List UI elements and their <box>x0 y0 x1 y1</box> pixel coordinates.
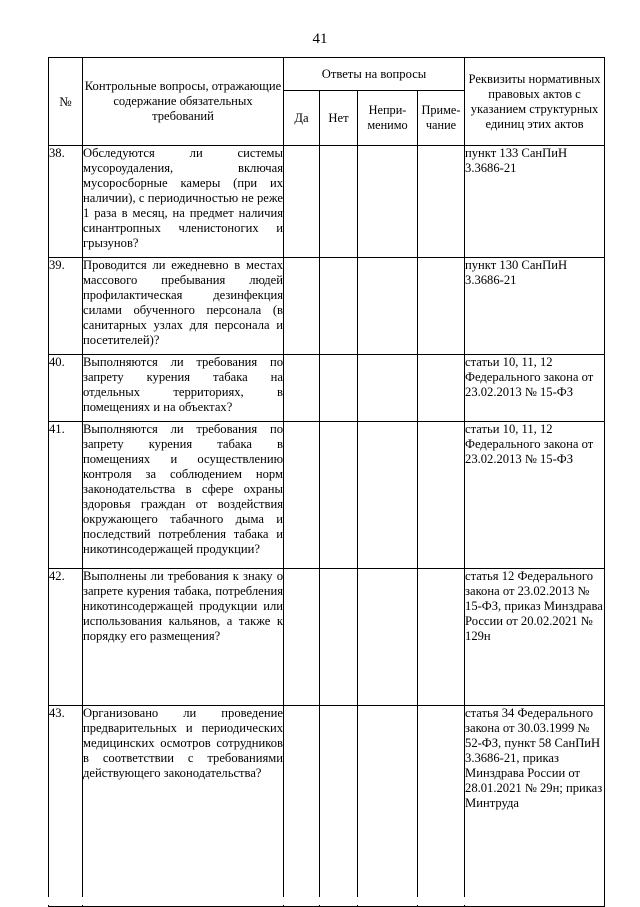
answer-no-cell[interactable] <box>320 258 358 355</box>
table-row <box>49 258 605 355</box>
header-answers: Ответы на вопросы <box>284 58 465 91</box>
header-note: Приме- чание <box>418 91 465 146</box>
row-requisites: пункт 130 СанПиН 3.3686-21 <box>465 258 605 355</box>
header-no: Нет <box>320 91 358 146</box>
answer-no-cell[interactable] <box>320 706 358 907</box>
row-requisites: статья 12 Федерального закона от 23.02.2013 № 15-ФЗ, приказ Минздрава России от 20.02.2021 № 129н <box>465 569 605 706</box>
answer-na-cell[interactable] <box>358 146 418 258</box>
header-not-applicable: Непри- менимо <box>358 91 418 146</box>
row-question: Обследуются ли системы мусороудаления, включая мусоросборные камеры (при их наличии), с периодичностью не реже 1 раза в месяц, на предмет наличия синантропных членистоногих и грызунов? <box>83 146 284 258</box>
row-number: 42. <box>49 569 83 706</box>
answer-no-cell[interactable] <box>320 355 358 422</box>
row-question: Выполняются ли требования по запрету курения табака в помещениях и осуществлению контроля за соблюдением норм законодательства в сфере охраны здоровья граждан от воздействия окружающего табачного дыма и последствий потребления табака и никотинсодержащей продукции? <box>83 422 284 569</box>
requirements-table <box>48 57 605 907</box>
answer-yes-cell[interactable] <box>284 258 320 355</box>
answer-note-cell[interactable] <box>418 422 465 569</box>
answer-na-cell[interactable] <box>358 706 418 907</box>
header-requisites: Реквизиты нормативных правовых актов с указанием структурных единиц этих актов <box>465 58 605 146</box>
row-question: Проводится ли ежедневно в местах массового пребывания людей профилактическая дезинфекция силами обученного персонала (в санитарных узлах для персонала и посетителей)? <box>83 258 284 355</box>
page-bottom-edge <box>48 897 604 905</box>
answer-note-cell[interactable] <box>418 146 465 258</box>
answer-yes-cell[interactable] <box>284 422 320 569</box>
table-row <box>49 146 605 258</box>
answer-yes-cell[interactable] <box>284 355 320 422</box>
header-yes: Да <box>284 91 320 146</box>
page-number: 41 <box>312 31 328 47</box>
header-number: № <box>49 58 83 146</box>
row-requisites: статья 34 Федерального закона от 30.03.1999 № 52-ФЗ, пункт 58 СанПиН 3.3686-21, приказ Минздрава России от 28.01.2021 № 29н; приказ Минтруда <box>465 706 605 907</box>
table-row <box>49 706 605 907</box>
answer-na-cell[interactable] <box>358 569 418 706</box>
table-row <box>49 422 605 569</box>
table-row <box>49 355 605 422</box>
row-question: Выполняются ли требования по запрету курения табака на отдельных территориях, в помещениях и на объектах? <box>83 355 284 422</box>
row-number: 39. <box>49 258 83 355</box>
answer-no-cell[interactable] <box>320 146 358 258</box>
answer-note-cell[interactable] <box>418 355 465 422</box>
row-question: Выполнены ли требования к знаку о запрете курения табака, потребления никотинсодержащей продукции или использования кальянов, а также к порядку его размещения? <box>83 569 284 706</box>
row-requisites: статьи 10, 11, 12 Федерального закона от 23.02.2013 № 15-ФЗ <box>465 355 605 422</box>
row-number: 38. <box>49 146 83 258</box>
answer-yes-cell[interactable] <box>284 146 320 258</box>
answer-no-cell[interactable] <box>320 569 358 706</box>
row-number: 41. <box>49 422 83 569</box>
row-requisites: пункт 133 СанПиН 3.3686-21 <box>465 146 605 258</box>
row-number: 40. <box>49 355 83 422</box>
row-question: Организовано ли проведение предварительных и периодических медицинских осмотров сотрудников в соответствии с требованиями действующего законодательства? <box>83 706 284 907</box>
answer-na-cell[interactable] <box>358 355 418 422</box>
header-questions: Контрольные вопросы, отражающие содержание обязательных требований <box>83 58 284 146</box>
row-requisites: статьи 10, 11, 12 Федерального закона от 23.02.2013 № 15-ФЗ <box>465 422 605 569</box>
row-number: 43. <box>49 706 83 907</box>
table-row <box>49 569 605 706</box>
answer-yes-cell[interactable] <box>284 569 320 706</box>
answer-note-cell[interactable] <box>418 706 465 907</box>
answer-note-cell[interactable] <box>418 569 465 706</box>
answer-no-cell[interactable] <box>320 422 358 569</box>
answer-na-cell[interactable] <box>358 422 418 569</box>
answer-na-cell[interactable] <box>358 258 418 355</box>
answer-yes-cell[interactable] <box>284 706 320 907</box>
answer-note-cell[interactable] <box>418 258 465 355</box>
